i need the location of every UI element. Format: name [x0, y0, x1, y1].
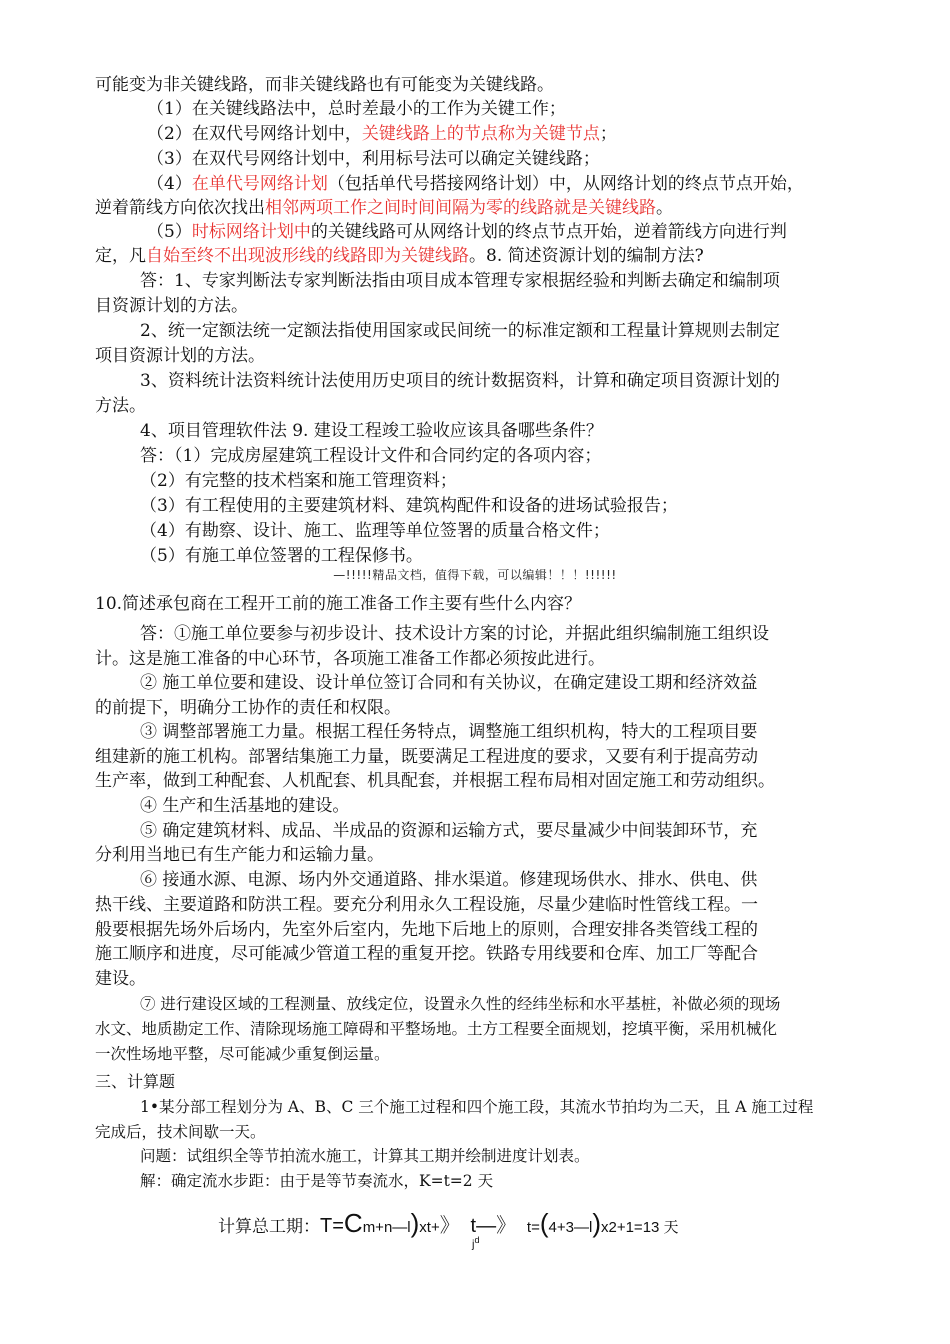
text-line: 逆着箭线方向依次找出相邻两项工作之间时间间隔为零的线路就是关键线路。: [95, 198, 673, 218]
text-line: （5）时标网络计划中的关键线路可从网络计划的终点节点开始，逆着箭线方向进行判: [147, 222, 787, 242]
text-line: 答：（1）完成房屋建筑工程设计文件和合同约定的各项内容；: [140, 446, 602, 466]
formula-token: 》: [439, 1215, 460, 1237]
text-line: 组建新的施工机构。部署结集施工力量，既要满足工程进度的要求，又要有利于提高劳动: [95, 747, 758, 767]
question-heading: 10.简述承包商在工程开工前的施工准备工作主要有些什么内容？: [95, 594, 582, 614]
formula-token: 》: [496, 1215, 517, 1237]
text-line: （4）在单代号网络计划（包括单代号搭接网络计划）中，从网络计划的终点节点开始，: [147, 174, 804, 194]
formula-token: T=: [320, 1215, 344, 1237]
text-line: 项目资源计划的方法。: [95, 346, 265, 366]
highlighted-text: 相邻两项工作之间时间间隔为零的线路就是关键线路: [265, 198, 656, 218]
text-line: 热干线、主要道路和防洪工程。要充分利用永久工程设施，尽量少建临时性管线工程。一: [95, 895, 758, 915]
total-duration-formula: [218, 1208, 679, 1243]
text-line: 生产率，做到工种配套、人机配套、机具配套，并根据工程布局相对固定施工和劳动组织。: [95, 771, 775, 791]
text-line: 目资源计划的方法。: [95, 296, 248, 316]
text-line: 分利用当地已有生产能力和运输力量。: [95, 845, 384, 865]
text-line: （4）有勘察、设计、施工、监理等单位签署的质量合格文件；: [140, 521, 610, 541]
text-line: 方法。: [95, 396, 146, 416]
formula-token: ): [592, 1208, 601, 1238]
text-line: 答：1、专家判断法专家判断法指由项目成本管理专家根据经验和判断去确定和编制项: [140, 271, 780, 291]
text-line: ③ 调整部署施工力量。根据工程任务特点，调整施工组织机构，特大的工程项目要: [140, 722, 758, 742]
text-line: ⑤ 确定建筑材料、成品、半成品的资源和运输方式，要尽量减少中间装卸环节，充: [140, 821, 758, 841]
text-line: 定，凡自始至终不出现波形线的线路即为关键线路。8. 简述资源计划的编制方法?: [95, 246, 704, 266]
text-line: 完成后，技术间歇一天。: [95, 1123, 266, 1141]
text-line: 解：确定流水步距：由于是等节奏流水，K=t=2 天: [140, 1172, 494, 1190]
text-line: （3）在双代号网络计划中，利用标号法可以确定关键线路；: [147, 149, 600, 169]
text-line: 4、项目管理软件法 9. 建设工程竣工验收应该具备哪些条件？: [140, 421, 603, 441]
text-line: 1•某分部工程划分为 A、B、C 三个施工过程和四个施工段，其流水节拍均为二天，且 A 施工过程: [140, 1098, 814, 1116]
text-line: 水文、地质勘定工作、清除现场施工障碍和平整场地。土方工程要全面规划，挖填平衡，采用机械化: [95, 1020, 778, 1038]
formula-token: (: [539, 1208, 549, 1238]
watermark-note: —!!!!!精品文档，值得下载，可以编辑！！！!!!!!!: [333, 568, 617, 582]
text-line: （2）在双代号网络计划中，关键线路上的节点称为关键节点；: [147, 124, 617, 144]
text-line: 的前提下，明确分工协作的责任和权限。: [95, 698, 401, 718]
text-line: （1）在关键线路法中，总时差最小的工作为关键工作；: [147, 99, 566, 119]
highlighted-text: 时标网络计划中: [191, 222, 311, 242]
text-line: 可能变为非关键线路，而非关键线路也有可能变为关键线路。: [95, 75, 554, 95]
formula-token: x2+1=13 天: [600, 1219, 679, 1236]
text-line: 答：①施工单位要参与初步设计、技术设计方案的讨论，并据此组织编制施工组织设: [140, 624, 769, 644]
formula-token: C: [343, 1208, 363, 1238]
text-line: ⑦ 进行建设区域的工程测量、放线定位，设置永久性的经纬坐标和水平基桩，补做必须的现场: [140, 995, 781, 1013]
highlighted-text: 在单代号网络计划: [191, 174, 328, 194]
text-line: 般要根据先场外后场内，先室外后室内，先地下后地上的原则，合理安排各类管线工程的: [95, 920, 758, 940]
text-line: （5）有施工单位签署的工程保修书。: [140, 546, 423, 566]
formula-token: ): [410, 1208, 420, 1238]
formula-subscript: $j^d$: [472, 1235, 480, 1251]
formula-token: m+n—l: [362, 1219, 411, 1236]
text-line: 问题：试组织全等节拍流水施工，计算其工期并绘制进度计划表。: [140, 1147, 590, 1165]
text-line: 2、统一定额法统一定额法指使用国家或民间统一的标准定额和工程量计算规则去制定: [140, 321, 780, 341]
text-line: 建设。: [95, 969, 146, 989]
highlighted-text: 关键线路上的节点称为关键节点: [361, 124, 600, 144]
section-heading: 三、计算题: [95, 1072, 176, 1091]
text-line: 施工顺序和进度，尽可能减少管道工程的重复开挖。铁路专用线要和仓库、加工厂等配合: [95, 944, 758, 964]
text-line: （2）有完整的技术档案和施工管理资料；: [140, 471, 457, 491]
formula-token: t=: [526, 1219, 540, 1236]
text-line: 3、资料统计法资料统计法使用历史项目的统计数据资料，计算和确定项目资源计划的: [140, 371, 780, 391]
text-line: 计。这是施工准备的中心环节，各项施工准备工作都必须按此进行。: [95, 649, 605, 669]
formula-token: t—: [470, 1215, 497, 1237]
formula-token: xt+: [419, 1219, 440, 1236]
highlighted-text: 自始至终不出现波形线的线路即为关键线路: [146, 246, 469, 266]
formula-label: 计算总工期：: [218, 1217, 320, 1237]
text-line: （3）有工程使用的主要建筑材料、建筑构配件和设备的进场试验报告；: [140, 496, 678, 516]
text-line: ⑥ 接通水源、电源、场内外交通道路、排水渠道。修建现场供水、排水、供电、供: [140, 870, 758, 890]
text-line: 一次性场地平整，尽可能减少重复倒运量。: [95, 1045, 390, 1063]
text-line: ② 施工单位要和建设、设计单位签订合同和有关协议，在确定建设工期和经济效益: [140, 673, 758, 693]
formula-token: 4+3—l: [548, 1219, 593, 1236]
text-line: ④ 生产和生活基地的建设。: [140, 796, 350, 816]
